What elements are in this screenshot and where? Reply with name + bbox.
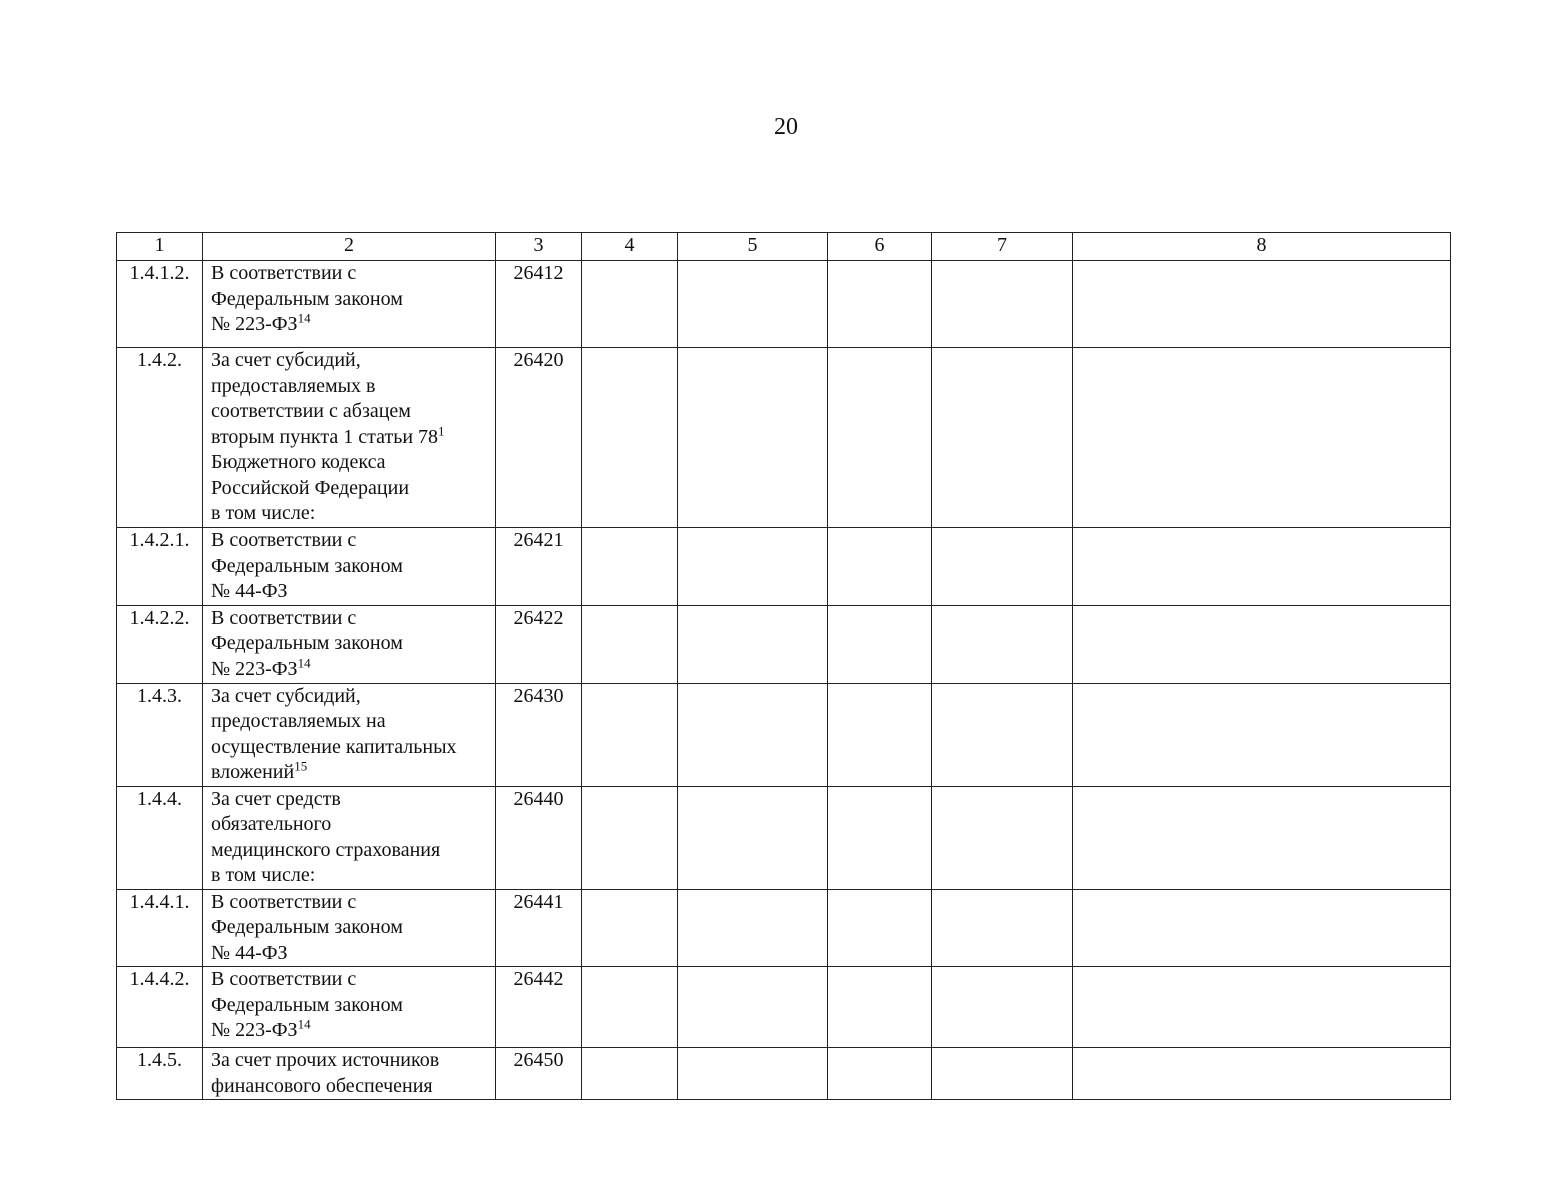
row-code: 26430 <box>496 683 582 786</box>
empty-cell-col-5 <box>678 348 828 528</box>
row-name-line <box>211 606 487 632</box>
row-name-text: медицинского страхования <box>211 838 441 861</box>
row-name-text: финансового обеспечения <box>211 1074 433 1097</box>
row-name-line <box>211 1018 487 1044</box>
row-name <box>203 348 496 528</box>
column-header-6: 6 <box>828 233 932 261</box>
table-row <box>117 683 1451 786</box>
table-row <box>117 605 1451 683</box>
row-name-line <box>211 399 487 425</box>
row-name-text: осуществление капитальных <box>211 735 457 758</box>
row-name-text: в том числе: <box>211 502 316 524</box>
row-code: 26420 <box>496 348 582 528</box>
empty-cell-col-6 <box>828 261 932 348</box>
column-header-2: 2 <box>203 233 496 261</box>
row-name-text: предоставляемых на <box>211 710 386 732</box>
empty-cell-col-7 <box>932 528 1073 606</box>
row-number: 1.4.5. <box>117 1048 203 1100</box>
row-name-line <box>211 735 487 761</box>
row-name-text: За счет средств <box>211 787 341 810</box>
row-name-line <box>211 993 487 1019</box>
row-name-text: обязательного <box>211 813 332 835</box>
row-number: 1.4.2. <box>117 348 203 528</box>
header-row <box>117 233 1451 261</box>
row-name-text: № 44-ФЗ <box>211 580 288 602</box>
row-name-text: В соответствии с <box>211 529 357 551</box>
row-name-line <box>211 476 487 502</box>
empty-cell-col-8 <box>1073 967 1451 1048</box>
empty-cell-col-5 <box>678 605 828 683</box>
row-number: 1.4.4.1. <box>117 889 203 967</box>
empty-cell-col-5 <box>678 967 828 1048</box>
table-body <box>117 261 1451 1100</box>
empty-cell-col-8 <box>1073 889 1451 967</box>
row-name-line <box>211 631 487 657</box>
empty-cell-col-6 <box>828 967 932 1048</box>
row-name-text: Федеральным законом <box>211 632 403 654</box>
empty-cell-col-6 <box>828 683 932 786</box>
column-header-1: 1 <box>117 233 203 261</box>
row-code: 26442 <box>496 967 582 1048</box>
row-name-line <box>211 287 487 313</box>
row-name-line <box>211 941 487 967</box>
row-name-line <box>211 554 487 580</box>
row-name-line <box>211 654 487 683</box>
row-name <box>203 261 496 348</box>
empty-cell-col-4 <box>582 967 678 1048</box>
empty-cell-col-8 <box>1073 528 1451 606</box>
row-name <box>203 605 496 683</box>
row-name-line <box>211 709 487 735</box>
row-code: 26421 <box>496 528 582 606</box>
row-name-text: предоставляемых в <box>211 374 376 397</box>
footnote-marker: 14 <box>297 654 311 670</box>
empty-cell-col-5 <box>678 1048 828 1100</box>
row-name <box>203 967 496 1048</box>
column-header-5: 5 <box>678 233 828 261</box>
empty-cell-col-5 <box>678 889 828 967</box>
row-name-text: Федеральным законом <box>211 993 403 1016</box>
row-name-line <box>211 863 487 889</box>
row-name-text: № 44-ФЗ <box>211 941 288 964</box>
row-name-line <box>211 890 487 916</box>
empty-cell-col-6 <box>828 1048 932 1100</box>
row-name-line <box>211 579 487 605</box>
empty-cell-col-6 <box>828 348 932 528</box>
row-name-line <box>211 760 487 786</box>
row-name-text: В соответствии с <box>211 968 357 990</box>
row-name <box>203 528 496 606</box>
row-name-text: Федеральным законом <box>211 916 403 938</box>
row-number: 1.4.1.2. <box>117 261 203 348</box>
row-number: 1.4.4.2. <box>117 967 203 1048</box>
table-row <box>117 889 1451 967</box>
column-header-4: 4 <box>582 233 678 261</box>
footnote-marker: 14 <box>297 310 311 326</box>
row-number: 1.4.2.2. <box>117 605 203 683</box>
empty-cell-col-8 <box>1073 683 1451 786</box>
footnote-marker: 1 <box>438 422 445 438</box>
empty-cell-col-7 <box>932 786 1073 889</box>
row-name-text: Бюджетного кодекса <box>211 451 386 473</box>
report-table <box>116 232 1451 1100</box>
empty-cell-col-8 <box>1073 1048 1451 1100</box>
row-name-line <box>211 915 487 941</box>
row-name-line <box>211 812 487 838</box>
empty-cell-col-4 <box>582 348 678 528</box>
empty-cell-col-8 <box>1073 786 1451 889</box>
table-row <box>117 1048 1451 1100</box>
empty-cell-col-6 <box>828 889 932 967</box>
row-name-text: За счет субсидий, <box>211 349 361 371</box>
empty-cell-col-4 <box>582 528 678 606</box>
row-name-text: В соответствии с <box>211 262 357 284</box>
row-name-text: Федеральным законом <box>211 287 403 310</box>
row-name-text: соответствии с абзацем <box>211 400 411 422</box>
row-name <box>203 1048 496 1100</box>
row-name-text: вторым пункта 1 статьи 78 <box>211 425 439 448</box>
row-code: 26440 <box>496 786 582 889</box>
row-name <box>203 683 496 786</box>
row-name-line <box>211 450 487 476</box>
row-name <box>203 786 496 889</box>
empty-cell-col-6 <box>828 605 932 683</box>
empty-cell-col-4 <box>582 261 678 348</box>
row-name-text: За счет субсидий, <box>211 684 361 707</box>
row-name-line <box>211 374 487 400</box>
empty-cell-col-7 <box>932 967 1073 1048</box>
row-name-text: вложений <box>211 761 295 783</box>
empty-cell-col-4 <box>582 889 678 967</box>
footnote-marker: 14 <box>297 1016 311 1032</box>
table-row <box>117 528 1451 606</box>
row-name-text: № 223-ФЗ <box>211 313 298 335</box>
empty-cell-col-7 <box>932 889 1073 967</box>
row-code: 26441 <box>496 889 582 967</box>
empty-cell-col-7 <box>932 261 1073 348</box>
row-number: 1.4.4. <box>117 786 203 889</box>
row-name-text: В соответствии с <box>211 606 357 629</box>
row-name-line <box>211 684 487 710</box>
row-name-line <box>211 422 487 451</box>
row-name-text: За счет прочих источников <box>211 1049 440 1071</box>
empty-cell-col-7 <box>932 683 1073 786</box>
empty-cell-col-7 <box>932 605 1073 683</box>
empty-cell-col-4 <box>582 786 678 889</box>
empty-cell-col-8 <box>1073 605 1451 683</box>
row-name <box>203 889 496 967</box>
row-code: 26422 <box>496 605 582 683</box>
empty-cell-col-4 <box>582 683 678 786</box>
row-name-line <box>211 261 487 287</box>
row-name-line <box>211 787 487 813</box>
row-name-line <box>211 312 487 338</box>
row-number: 1.4.3. <box>117 683 203 786</box>
column-header-7: 7 <box>932 233 1073 261</box>
row-name-line <box>211 838 487 864</box>
row-name-line <box>211 1074 487 1100</box>
footnote-marker: 15 <box>294 758 308 774</box>
empty-cell-col-5 <box>678 261 828 348</box>
empty-cell-col-6 <box>828 528 932 606</box>
empty-cell-col-7 <box>932 348 1073 528</box>
empty-cell-col-5 <box>678 786 828 889</box>
row-name-text: № 223-ФЗ <box>211 1019 298 1041</box>
row-name-text: в том числе: <box>211 864 316 886</box>
page-number: 20 <box>774 114 798 140</box>
row-name-text: № 223-ФЗ <box>211 657 298 680</box>
table-row <box>117 786 1451 889</box>
empty-cell-col-4 <box>582 1048 678 1100</box>
column-header-3: 3 <box>496 233 582 261</box>
row-code: 26412 <box>496 261 582 348</box>
row-name-text: Федеральным законом <box>211 554 403 577</box>
table-row <box>117 967 1451 1048</box>
row-code: 26450 <box>496 1048 582 1100</box>
empty-cell-col-8 <box>1073 348 1451 528</box>
row-name-line <box>211 967 487 993</box>
row-name-line <box>211 1048 487 1074</box>
empty-cell-col-5 <box>678 683 828 786</box>
empty-cell-col-6 <box>828 786 932 889</box>
table-row <box>117 261 1451 348</box>
row-name-line <box>211 348 487 374</box>
row-name-text: В соответствии с <box>211 890 357 913</box>
row-number: 1.4.2.1. <box>117 528 203 606</box>
column-header-8: 8 <box>1073 233 1451 261</box>
row-name-line <box>211 501 487 527</box>
row-name-text: Российской Федерации <box>211 476 410 499</box>
empty-cell-col-5 <box>678 528 828 606</box>
empty-cell-col-8 <box>1073 261 1451 348</box>
empty-cell-col-4 <box>582 605 678 683</box>
table-row <box>117 348 1451 528</box>
row-name-line <box>211 528 487 554</box>
empty-cell-col-7 <box>932 1048 1073 1100</box>
